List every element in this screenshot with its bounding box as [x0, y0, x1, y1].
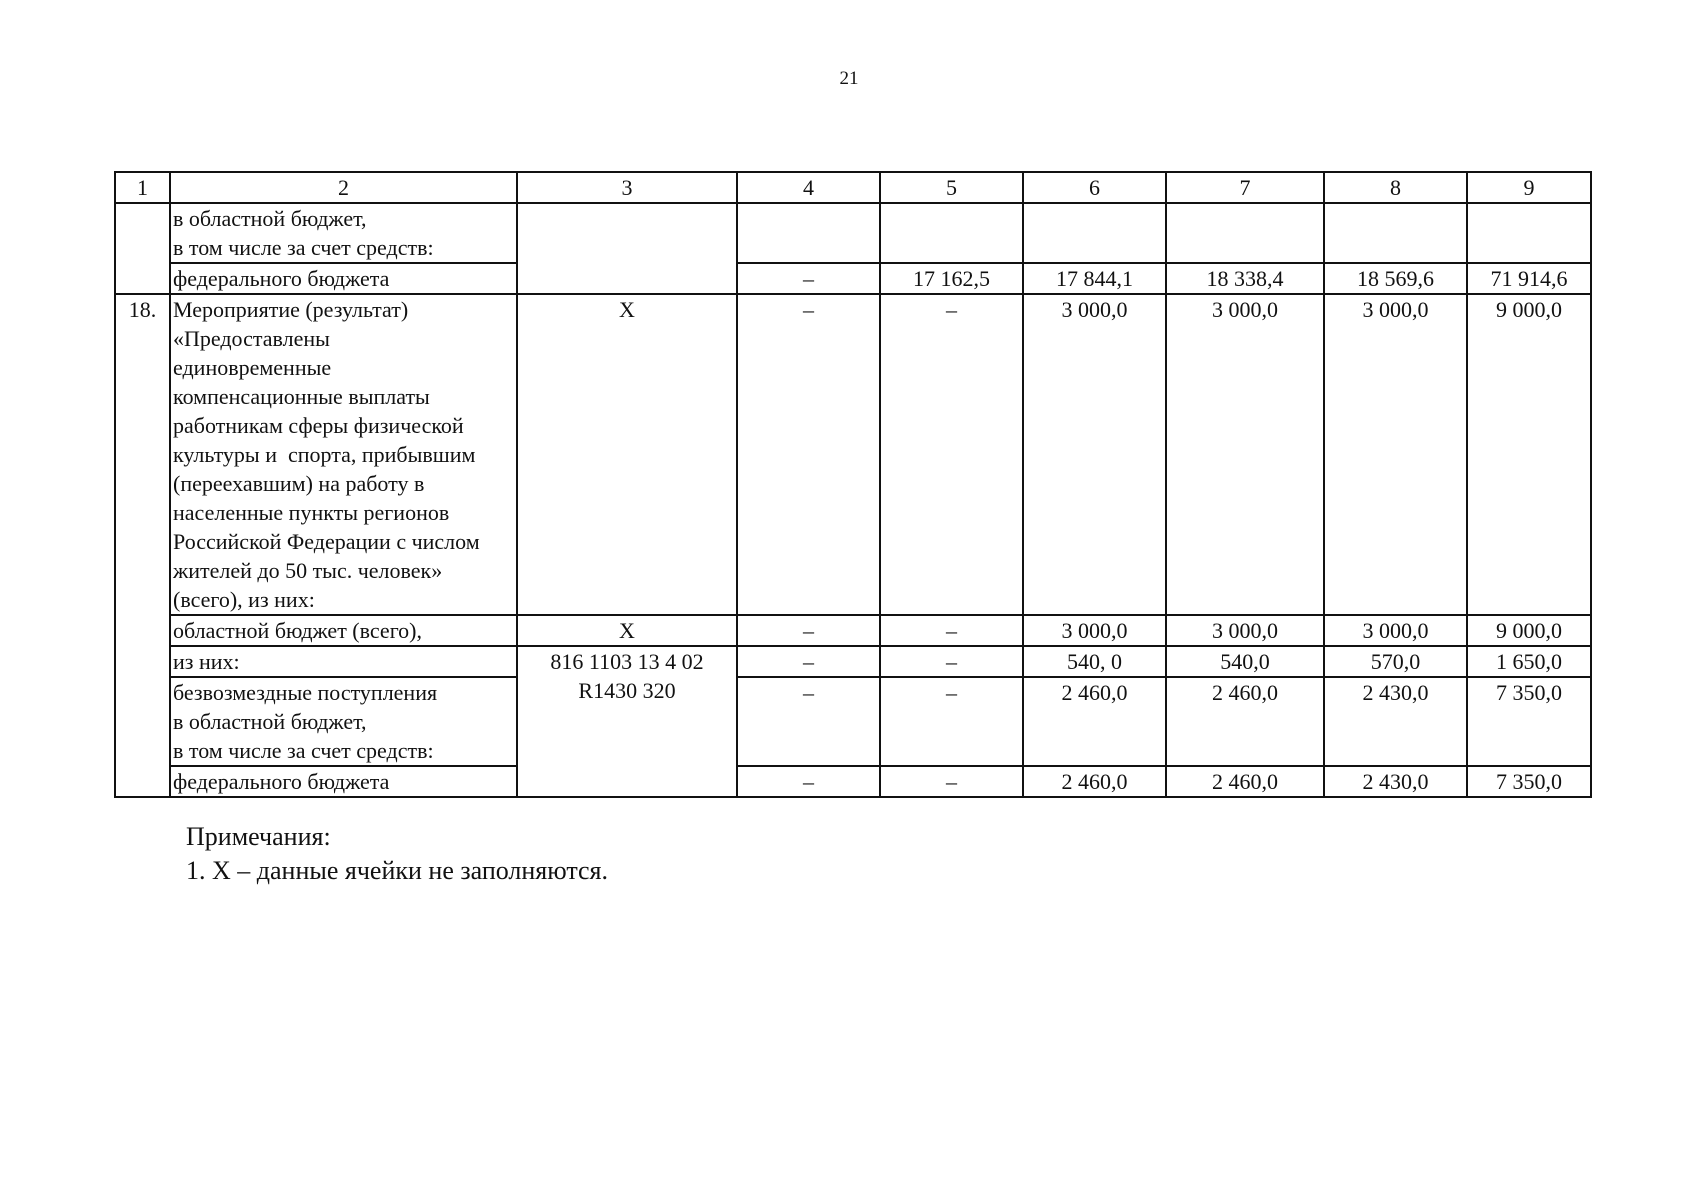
value-cell: –	[737, 677, 880, 766]
code-cell	[517, 203, 737, 294]
table-row	[115, 646, 1591, 677]
value-cell: 570,0	[1324, 646, 1467, 677]
value-cell: –	[880, 615, 1023, 646]
row-label-line: жителей до 50 тыс. человек»	[173, 558, 443, 583]
value-cell: 2 460,0	[1166, 766, 1324, 797]
row-label-line: безвозмездные поступления	[173, 680, 438, 705]
value-cell: 18 569,6	[1324, 263, 1467, 294]
value-cell: 7 350,0	[1467, 677, 1591, 766]
row-label-cell	[170, 203, 517, 263]
page-number: 21	[839, 68, 859, 89]
header-cell: 5	[880, 172, 1023, 203]
header-cell: 9	[1467, 172, 1591, 203]
header-cell: 6	[1023, 172, 1166, 203]
row-label-line: населенные пункты регионов	[173, 500, 450, 525]
row-label-cell	[170, 677, 517, 766]
value-cell: –	[737, 766, 880, 797]
value-cell: –	[737, 615, 880, 646]
budget-code-line: 816 1103 13 4 02	[550, 649, 704, 674]
value-cell: 2 430,0	[1324, 766, 1467, 797]
header-cell: 3	[517, 172, 737, 203]
row-label-line: единовременные	[173, 355, 332, 380]
row-label-line: в областной бюджет,	[173, 709, 367, 734]
row-label-line: в областной бюджет,	[173, 206, 367, 231]
value-cell: 2 430,0	[1324, 677, 1467, 766]
row-label-line: Мероприятие (результат)	[173, 297, 409, 322]
header-cell: 7	[1166, 172, 1324, 203]
value-cell	[737, 203, 880, 263]
row-label-line: в том числе за счет средств:	[173, 235, 434, 260]
value-cell: 3 000,0	[1023, 294, 1166, 615]
value-cell: 17 162,5	[880, 263, 1023, 294]
value-cell: 2 460,0	[1023, 677, 1166, 766]
value-cell	[1166, 203, 1324, 263]
value-cell	[880, 203, 1023, 263]
notes-title: Примечания:	[186, 822, 331, 851]
budget-code-cell	[517, 646, 737, 797]
row-label-line: в том числе за счет средств:	[173, 738, 434, 763]
row-label-cell: из них:	[170, 646, 517, 677]
value-cell: 3 000,0	[1324, 294, 1467, 615]
row-label-line: «Предоставлены	[173, 326, 330, 351]
table-row	[115, 677, 1591, 766]
row-label-line: Российской Федерации с числом	[173, 529, 480, 554]
row-label-line: компенсационные выплаты	[173, 384, 430, 409]
row-label-cell: областной бюджет (всего),	[170, 615, 517, 646]
value-cell	[1324, 203, 1467, 263]
value-cell: –	[880, 646, 1023, 677]
value-cell	[1023, 203, 1166, 263]
row-label-cell: федерального бюджета	[170, 263, 517, 294]
header-cell: 4	[737, 172, 880, 203]
budget-table	[114, 171, 1592, 798]
value-cell: 3 000,0	[1324, 615, 1467, 646]
row-number-cell	[115, 203, 170, 294]
value-cell: 2 460,0	[1166, 677, 1324, 766]
value-cell: 1 650,0	[1467, 646, 1591, 677]
value-cell: 7 350,0	[1467, 766, 1591, 797]
value-cell: 3 000,0	[1023, 615, 1166, 646]
code-cell: Х	[517, 294, 737, 615]
value-cell: –	[880, 677, 1023, 766]
value-cell: –	[737, 294, 880, 615]
value-cell: 9 000,0	[1467, 615, 1591, 646]
budget-code-line: R1430 320	[578, 678, 676, 703]
row-label-line: (переехавшим) на работу в	[173, 471, 425, 496]
table-row	[115, 615, 1591, 646]
table-row	[115, 766, 1591, 797]
table-row	[115, 294, 1591, 615]
header-cell: 1	[115, 172, 170, 203]
row-label-line: работникам сферы физической	[173, 413, 464, 438]
value-cell: –	[737, 646, 880, 677]
row-label-cell	[170, 294, 517, 615]
header-cell: 2	[170, 172, 517, 203]
note-item: 1. Х – данные ячейки не заполняются.	[186, 856, 609, 885]
value-cell	[1467, 203, 1591, 263]
value-cell: 2 460,0	[1023, 766, 1166, 797]
table-row	[115, 203, 1591, 263]
code-cell: Х	[517, 615, 737, 646]
value-cell: –	[880, 766, 1023, 797]
row-label-cell: федерального бюджета	[170, 766, 517, 797]
value-cell: 17 844,1	[1023, 263, 1166, 294]
value-cell: 3 000,0	[1166, 294, 1324, 615]
value-cell: 18 338,4	[1166, 263, 1324, 294]
row-label-line: культуры и спорта, прибывшим	[173, 442, 476, 467]
value-cell: 540, 0	[1023, 646, 1166, 677]
value-cell: –	[737, 263, 880, 294]
row-label-line: (всего), из них:	[173, 587, 315, 612]
row-number-cell: 18.	[115, 294, 170, 797]
value-cell: 9 000,0	[1467, 294, 1591, 615]
header-cell: 8	[1324, 172, 1467, 203]
value-cell: 71 914,6	[1467, 263, 1591, 294]
value-cell: –	[880, 294, 1023, 615]
value-cell: 3 000,0	[1166, 615, 1324, 646]
value-cell: 540,0	[1166, 646, 1324, 677]
table-row	[115, 263, 1591, 294]
table-header-row	[115, 172, 1591, 203]
